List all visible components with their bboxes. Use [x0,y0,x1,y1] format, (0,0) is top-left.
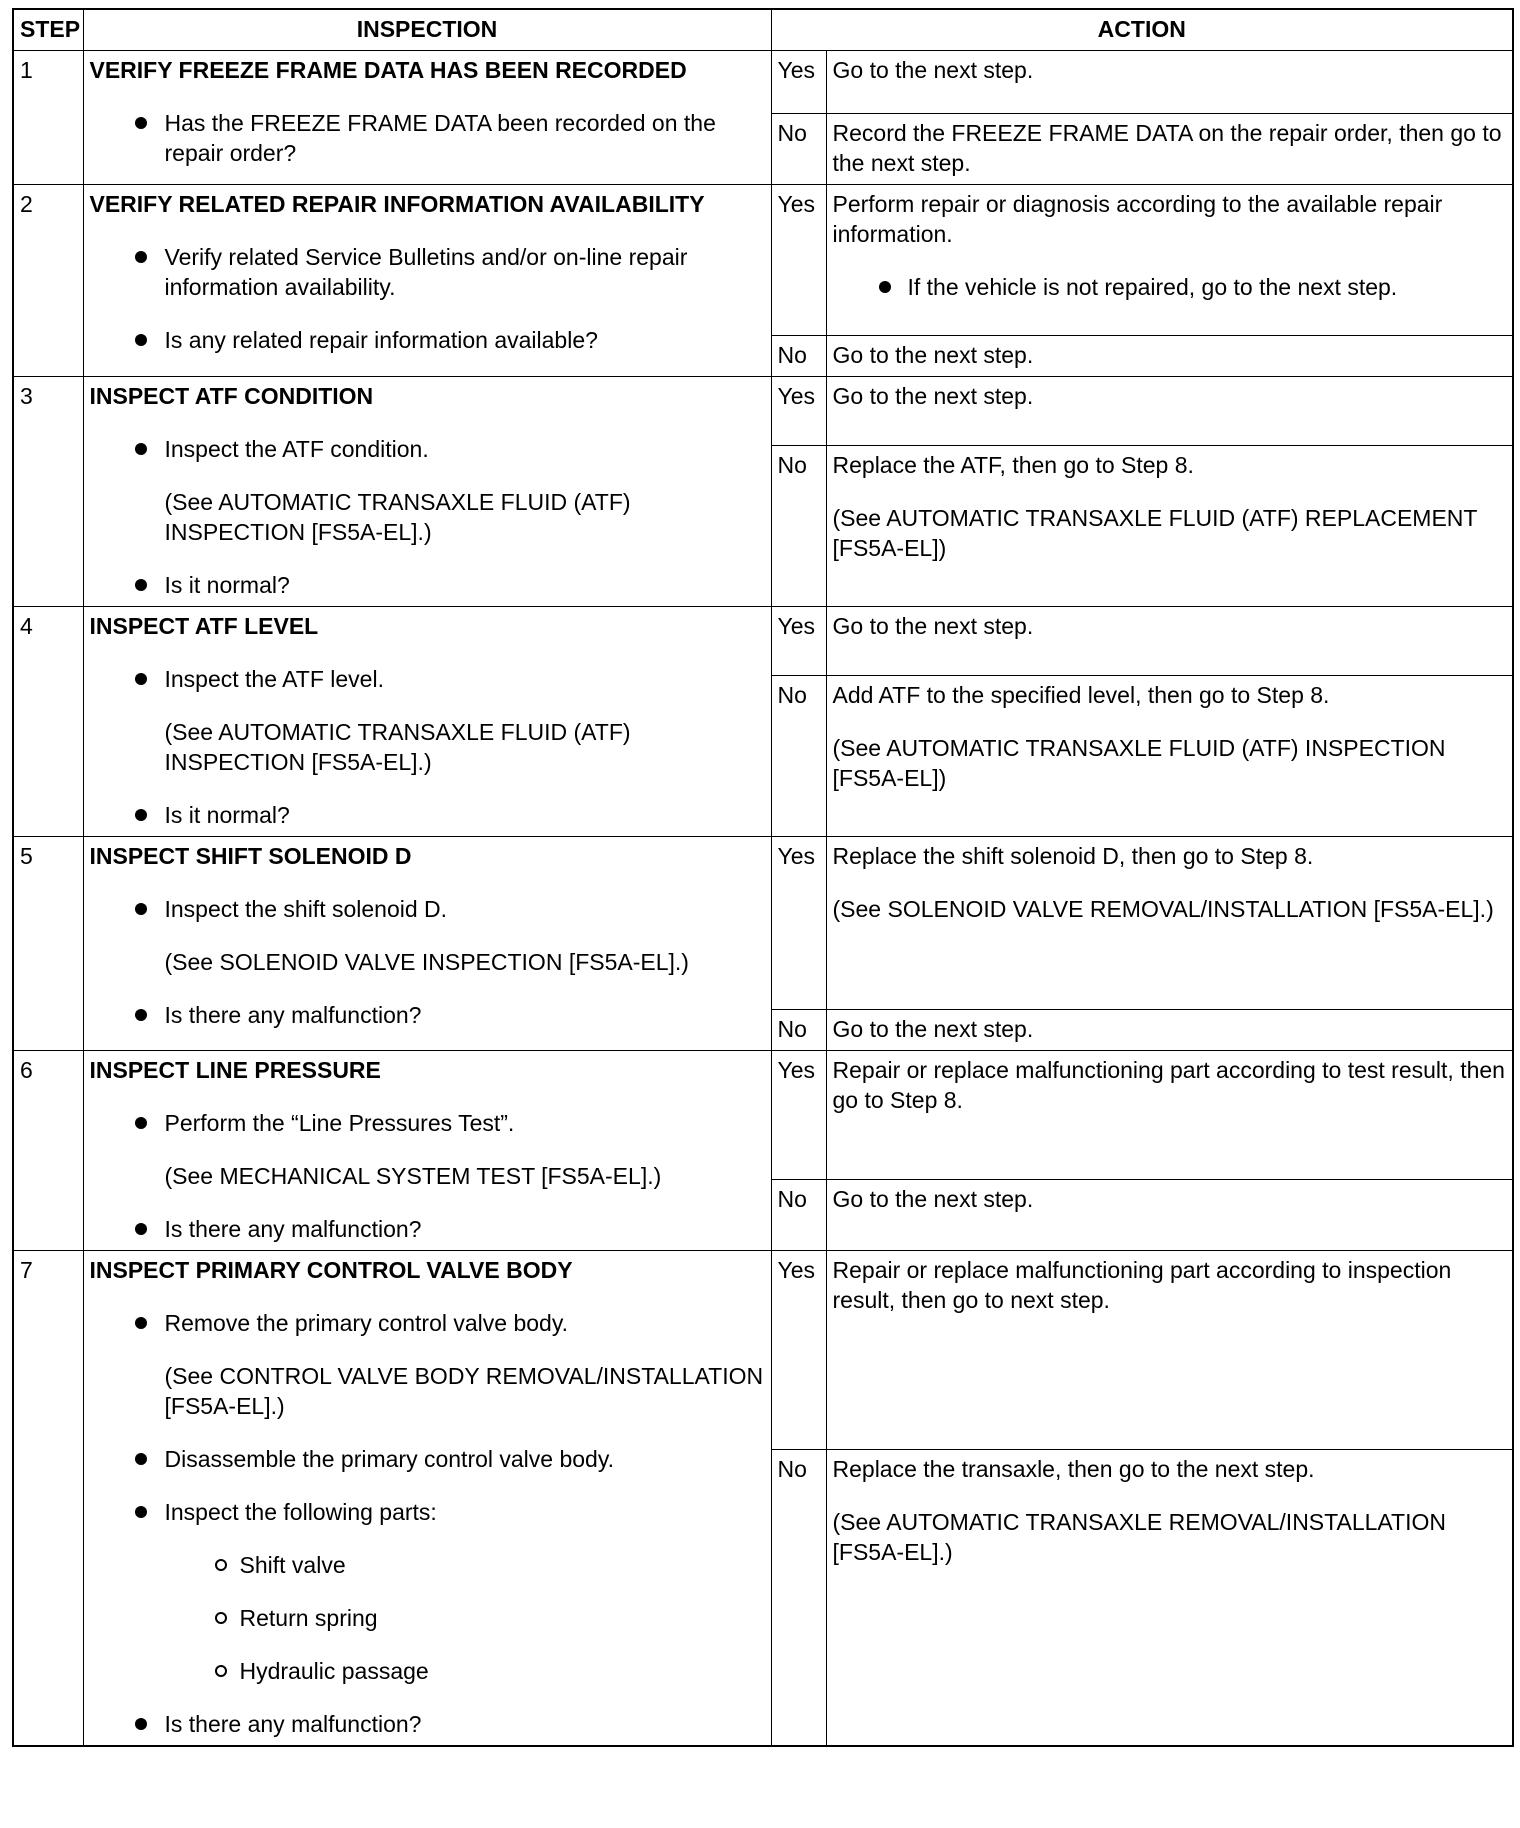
inspection-reference-note: (See SOLENOID VALVE INSPECTION [FS5A-EL].) [164,949,689,975]
inspection-bullet-item [90,1308,765,1338]
bullet-icon [135,809,147,821]
inspection-bullet-text: Has the FREEZE FRAME DATA been recorded on the repair order? [164,110,716,166]
yes-label: Yes [771,837,826,1010]
yes-label: Yes [771,377,826,446]
no-action-cell [826,336,1513,377]
inspection-bullet-item [90,1108,765,1138]
action-text: Go to the next step. [832,57,1034,83]
inspection-sub-item [90,1656,765,1686]
bullet-icon [135,1009,147,1021]
inspection-bullet-text: Inspect the shift solenoid D. [164,896,448,922]
inspection-bullet-text: Perform the “Line Pressures Test”. [164,1110,515,1136]
yes-label: Yes [771,1051,826,1180]
table-header-row [13,9,1513,51]
step-row [13,185,1513,336]
inspection-bullet-text: Verify related Service Bulletins and/or on-line repair information availability. [164,244,688,300]
table-body [13,51,1513,1747]
yes-action-cell [826,377,1513,446]
bullet-icon [135,251,147,263]
no-label: No [771,676,826,837]
action-reference-note: (See AUTOMATIC TRANSAXLE FLUID (ATF) INSPECTION [FS5A-EL]) [832,735,1446,791]
inspection-bullet-text: Remove the primary control valve body. [164,1310,569,1336]
inspection-bullet-item [90,1444,765,1474]
inspection-bullet-item [90,434,765,464]
diagnostic-procedure-page [12,8,1512,1747]
bullet-icon [135,1117,147,1129]
inspection-bullet-item [90,325,765,355]
action-text: Go to the next step. [832,1016,1034,1042]
action-reference-note: (See SOLENOID VALVE REMOVAL/INSTALLATION [FS5A-EL].) [832,896,1494,922]
inspection-sub-item [90,1550,765,1580]
inspection-cell [83,837,771,1051]
bullet-icon [135,443,147,455]
action-text: Replace the shift solenoid D, then go to Step 8. [832,843,1314,869]
bullet-icon [135,1317,147,1329]
bullet-icon [135,1223,147,1235]
action-text: Replace the transaxle, then go to the next step. [832,1456,1315,1482]
inspection-bullet-item [90,894,765,924]
inspection-bullet-text: Inspect the following parts: [164,1499,437,1525]
yes-label: Yes [771,1251,826,1450]
step-row [13,1251,1513,1450]
action-column-header: ACTION [771,9,1513,51]
yes-action-cell [826,837,1513,1010]
step-row [13,377,1513,446]
action-text: Add ATF to the specified level, then go to Step 8. [832,682,1330,708]
inspection-bullet-text: Is there any malfunction? [164,1711,422,1737]
diagnostic-table [12,8,1514,1747]
inspection-bullet-item [90,1214,765,1244]
step-column-header: STEP [13,9,83,51]
inspection-bullet-text: Is there any malfunction? [164,1216,422,1242]
inspection-cell [83,185,771,377]
bullet-icon [135,117,147,129]
yes-action-cell [826,51,1513,114]
no-label: No [771,336,826,377]
step-number: 4 [13,607,83,837]
inspection-reference-note: (See CONTROL VALVE BODY REMOVAL/INSTALLATION [FS5A-EL].) [164,1363,764,1419]
inspection-bullet-item [90,108,765,168]
step-number: 5 [13,837,83,1051]
bullet-icon [135,903,147,915]
inspection-bullet-item [90,664,765,694]
inspection-title: VERIFY FREEZE FRAME DATA HAS BEEN RECORDED [89,57,687,83]
step-number: 3 [13,377,83,607]
no-action-cell [826,446,1513,607]
action-reference-note: (See AUTOMATIC TRANSAXLE REMOVAL/INSTALLATION [FS5A-EL].) [832,1509,1446,1565]
inspection-cell [83,51,771,185]
no-label: No [771,114,826,185]
step-row [13,1051,1513,1180]
hollow-bullet-icon [215,1559,227,1571]
inspection-bullet-text: Inspect the ATF level. [164,666,384,692]
action-text: Go to the next step. [832,342,1034,368]
yes-label: Yes [771,51,826,114]
action-reference-note: (See AUTOMATIC TRANSAXLE FLUID (ATF) REPLACEMENT [FS5A-EL]) [832,505,1478,561]
yes-action-cell [826,1251,1513,1450]
inspection-sub-item-text: Shift valve [239,1552,346,1578]
no-label: No [771,446,826,607]
inspection-title: INSPECT ATF CONDITION [89,383,374,409]
inspection-title: INSPECT ATF LEVEL [89,613,319,639]
action-text: Replace the ATF, then go to Step 8. [832,452,1194,478]
no-action-cell [826,114,1513,185]
action-bullet-item [833,272,1507,302]
action-text: Perform repair or diagnosis according to the available repair information. [832,191,1443,247]
inspection-bullet-text: Is there any malfunction? [164,1002,422,1028]
inspection-reference-note: (See AUTOMATIC TRANSAXLE FLUID (ATF) INSPECTION [FS5A-EL].) [164,719,631,775]
step-row [13,837,1513,1010]
inspection-bullet-text: Is any related repair information available? [164,327,598,353]
no-action-cell [826,1180,1513,1251]
inspection-title: VERIFY RELATED REPAIR INFORMATION AVAILABILITY [89,191,705,217]
inspection-title: INSPECT LINE PRESSURE [89,1057,381,1083]
hollow-bullet-icon [215,1612,227,1624]
inspection-sub-item-text: Return spring [239,1605,378,1631]
inspection-bullet-text: Is it normal? [164,572,290,598]
inspection-cell [83,1051,771,1251]
step-number: 6 [13,1051,83,1251]
inspection-bullet-item [90,570,765,600]
inspection-bullet-item [90,1497,765,1527]
inspection-title: INSPECT PRIMARY CONTROL VALVE BODY [89,1257,573,1283]
hollow-bullet-icon [215,1665,227,1677]
action-text: Repair or replace malfunctioning part according to inspection result, then go to next step. [832,1257,1452,1313]
yes-label: Yes [771,185,826,336]
inspection-cell [83,1251,771,1747]
inspection-bullet-item [90,242,765,302]
inspection-reference-note: (See AUTOMATIC TRANSAXLE FLUID (ATF) INSPECTION [FS5A-EL].) [164,489,631,545]
action-text: Repair or replace malfunctioning part according to test result, then go to Step 8. [832,1057,1505,1113]
bullet-icon [135,1453,147,1465]
no-label: No [771,1010,826,1051]
bullet-icon [135,1718,147,1730]
action-text: Record the FREEZE FRAME DATA on the repair order, then go to the next step. [832,120,1502,176]
no-label: No [771,1450,826,1747]
inspection-sub-item [90,1603,765,1633]
inspection-bullet-text: Disassemble the primary control valve body. [164,1446,615,1472]
bullet-icon [135,334,147,346]
inspection-title: INSPECT SHIFT SOLENOID D [89,843,412,869]
no-action-cell [826,676,1513,837]
action-text: Go to the next step. [832,383,1034,409]
action-text: Go to the next step. [832,613,1034,639]
inspection-column-header: INSPECTION [83,9,771,51]
action-bullet-text: If the vehicle is not repaired, go to the next step. [907,274,1398,300]
inspection-bullet-item [90,800,765,830]
no-label: No [771,1180,826,1251]
step-row [13,51,1513,114]
yes-action-cell [826,185,1513,336]
bullet-icon [135,673,147,685]
inspection-bullet-text: Inspect the ATF condition. [164,436,429,462]
bullet-icon [135,1506,147,1518]
inspection-bullet-text: Is it normal? [164,802,290,828]
no-action-cell [826,1010,1513,1051]
step-number: 7 [13,1251,83,1747]
inspection-bullet-item [90,1709,765,1739]
bullet-icon [135,579,147,591]
yes-action-cell [826,1051,1513,1180]
yes-label: Yes [771,607,826,676]
yes-action-cell [826,607,1513,676]
step-row [13,607,1513,676]
inspection-reference-note: (See MECHANICAL SYSTEM TEST [FS5A-EL].) [164,1163,662,1189]
action-text: Go to the next step. [832,1186,1034,1212]
inspection-bullet-item [90,1000,765,1030]
bullet-icon [879,281,891,293]
inspection-cell [83,377,771,607]
step-number: 1 [13,51,83,185]
step-number: 2 [13,185,83,377]
inspection-cell [83,607,771,837]
no-action-cell [826,1450,1513,1747]
inspection-sub-item-text: Hydraulic passage [239,1658,429,1684]
